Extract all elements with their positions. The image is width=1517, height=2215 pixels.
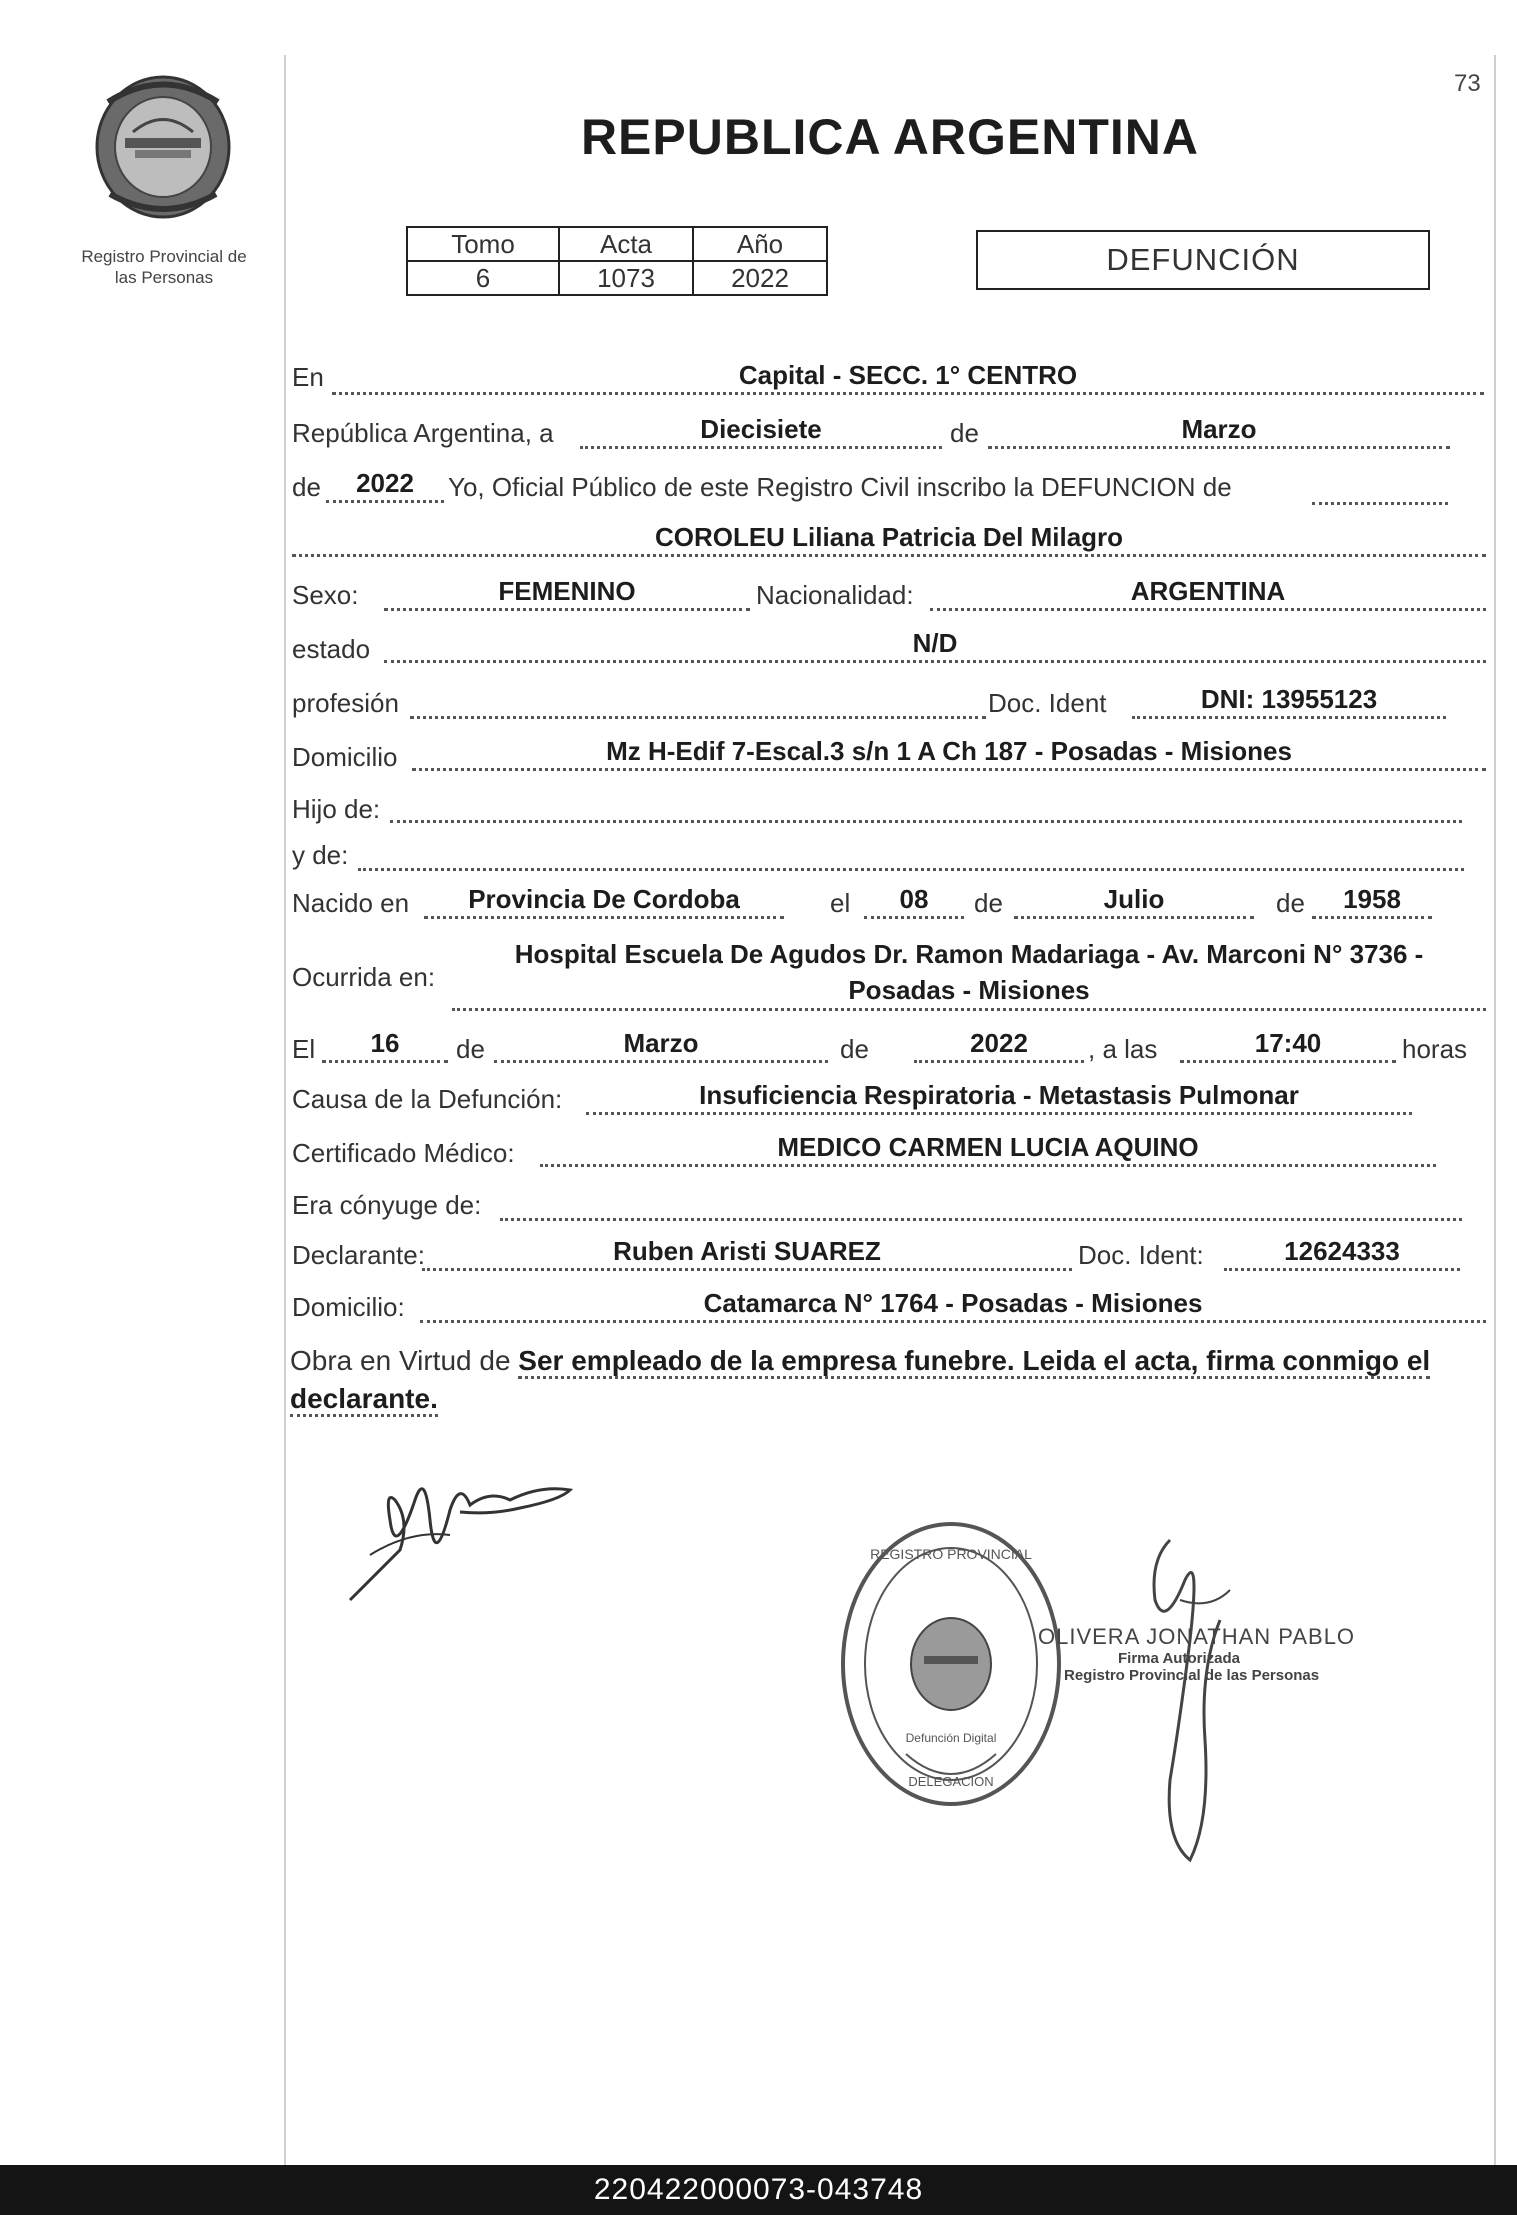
acta-header: Acta (559, 227, 693, 261)
spouse-field (500, 1184, 1462, 1221)
footer-code: 220422000073-043748 (0, 2165, 1517, 2215)
label-de3: de (974, 888, 1003, 918)
label-de1: de (950, 418, 979, 448)
acta-value: 1073 (559, 261, 693, 295)
svg-text:Defunción Digital: Defunción Digital (905, 1731, 997, 1745)
anio-value: 2022 (693, 261, 827, 295)
tomo-header: Tomo (407, 227, 559, 261)
label-el2: El (292, 1034, 316, 1064)
officer-signature (1110, 1520, 1260, 1885)
label-de2: de (292, 472, 321, 502)
death-month-field: Marzo (494, 1026, 828, 1063)
label-nacionalidad: Nacionalidad: (756, 580, 914, 610)
label-obra: Obra en Virtud de (290, 1345, 511, 1376)
address-field: Mz H-Edif 7-Escal.3 s/n 1 A Ch 187 - Posadas - Misiones (412, 734, 1486, 771)
medical-certificate-field: MEDICO CARMEN LUCIA AQUINO (540, 1130, 1436, 1167)
deceased-name-field: COROLEU Liliana Patricia Del Milagro (292, 520, 1486, 557)
label-certificado: Certificado Médico: (292, 1138, 515, 1168)
month-text-field: Marzo (988, 412, 1450, 449)
label-conyuge: Era cónyuge de: (292, 1190, 482, 1220)
year-field: 2022 (326, 466, 444, 503)
document-title: REPUBLICA ARGENTINA (580, 109, 1200, 165)
label-horas: horas (1402, 1034, 1468, 1064)
label-en: En (292, 362, 324, 392)
province-emblem-logo (88, 72, 238, 222)
label-causa: Causa de la Defunción: (292, 1084, 563, 1114)
label-de4: de (1276, 888, 1305, 918)
anio-header: Año (693, 227, 827, 261)
death-place-field: Hospital Escuela De Agudos Dr. Ramon Madariaga - Av. Marconi N° 3736 - Posadas - Misiones (452, 936, 1486, 1011)
label-sexo: Sexo: (292, 580, 359, 610)
registry-name: Registro Provincial de las Personas (81, 247, 247, 287)
birth-year-field: 1958 (1312, 882, 1432, 919)
blank-after-yo (1312, 472, 1448, 505)
child-of-field (390, 786, 1462, 823)
declarant-doc-field: 12624333 (1224, 1234, 1460, 1271)
cause-field: Insuficiencia Respiratoria - Metastasis Pulmonar (586, 1078, 1412, 1115)
label-declarante: Declarante: (292, 1240, 425, 1270)
svg-text:DELEGACION: DELEGACION (908, 1774, 994, 1789)
officer-role: Firma Autorizada (1118, 1650, 1240, 1667)
left-margin-line (284, 55, 286, 2165)
label-de5: de (456, 1034, 485, 1064)
doc-id-field: DNI: 13955123 (1132, 682, 1446, 719)
officer-name: OLIVERA JONATHAN PABLO (1038, 1624, 1356, 1649)
label-doc-ident: Doc. Ident (988, 688, 1107, 718)
declarant-field: Ruben Aristi SUAREZ (422, 1234, 1072, 1271)
label-ocurrida-en: Ocurrida en: (292, 962, 436, 992)
day-text-field: Diecisiete (580, 412, 942, 449)
label-de6: de (840, 1034, 869, 1064)
registry-seal-stamp (836, 1514, 1066, 1819)
label-domicilio: Domicilio (292, 742, 398, 772)
birth-month-field: Julio (1014, 882, 1254, 919)
place-field: Capital - SECC. 1° CENTRO (332, 358, 1484, 395)
page-number: 73 (1454, 70, 1481, 97)
by-virtue-of-paragraph (290, 1342, 1486, 1418)
document-type-box: DEFUNCIÓN (976, 230, 1430, 290)
death-day-field: 16 (322, 1026, 448, 1063)
sex-field: FEMENINO (384, 574, 750, 611)
birth-day-field: 08 (864, 882, 964, 919)
declarant-signature (340, 1460, 590, 1615)
nationality-field: ARGENTINA (930, 574, 1486, 611)
label-nacido-en: Nacido en (292, 888, 410, 918)
label-y-de: y de: (292, 840, 349, 870)
label-estado: estado (292, 634, 371, 664)
label-republica: República Argentina, a (292, 418, 554, 448)
officer-block (1038, 1624, 1418, 1684)
officer-office: Registro Provincial de las Personas (1064, 1667, 1320, 1684)
label-doc-ident2: Doc. Ident: (1078, 1240, 1204, 1270)
and-of-field (358, 834, 1464, 871)
label-yo: Yo, Oficial Público de este Registro Civil inscribo la DEFUNCION de (448, 472, 1232, 502)
svg-text:REGISTRO PROVINCIAL: REGISTRO PROVINCIAL (870, 1546, 1032, 1562)
label-domicilio2: Domicilio: (292, 1292, 405, 1322)
death-year-field: 2022 (914, 1026, 1084, 1063)
declarant-address-field: Catamarca N° 1764 - Posadas - Misiones (420, 1286, 1486, 1323)
tomo-value: 6 (407, 261, 559, 295)
label-a-las: , a las (1088, 1034, 1158, 1064)
label-hijo-de: Hijo de: (292, 794, 381, 824)
civil-status-field: N/D (384, 626, 1486, 663)
label-el: el (830, 888, 851, 918)
label-profesion: profesión (292, 688, 399, 718)
right-margin-line (1494, 55, 1496, 2165)
reference-table (406, 226, 828, 296)
profession-field (410, 682, 986, 719)
birth-place-field: Provincia De Cordoba (424, 882, 784, 919)
by-virtue-of-field: Ser empleado de la empresa funebre. Leida el acta, firma conmigo el declarante. (290, 1345, 1430, 1417)
death-time-field: 17:40 (1180, 1026, 1396, 1063)
